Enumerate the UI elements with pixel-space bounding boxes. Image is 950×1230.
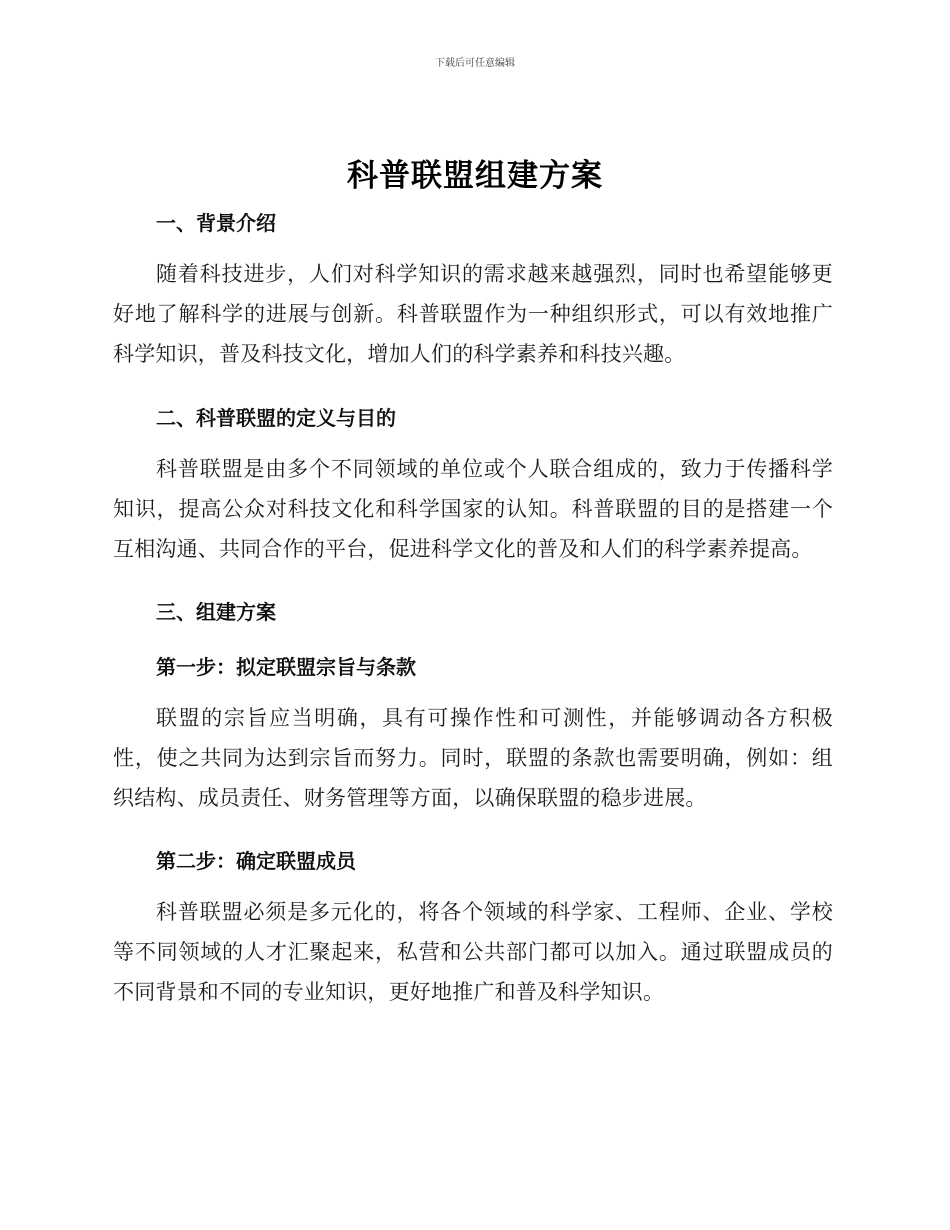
section-paragraph-step-one: 联盟的宗旨应当明确，具有可操作性和可测性，并能够调动各方积极性，使之共同为达到宗旨而努力。同时，联盟的条款也需要明确，例如：组织结构、成员责任、财务管理等方面，以确保联盟的稳步进展。 bbox=[113, 706, 833, 810]
section-paragraph-definition: 科普联盟是由多个不同领域的单位或个人联合组成的，致力于传播科学知识，提高公众对科技文化和科学国家的认知。科普联盟的目的是搭建一个互相沟通、共同合作的平台，促进科学文化的普及和人们的科学素养提高。 bbox=[113, 457, 833, 561]
section-heading-background: 一、背景介绍 bbox=[156, 211, 276, 235]
section-heading-step-two: 第二步：确定联盟成员 bbox=[156, 849, 356, 873]
section-heading-plan: 三、组建方案 bbox=[156, 600, 276, 624]
section-paragraph-background: 随着科技进步，人们对科学知识的需求越来越强烈，同时也希望能够更好地了解科学的进展与创新。科普联盟作为一种组织形式，可以有效地推广科学知识，普及科技文化，增加人们的科学素养和科技兴趣。 bbox=[113, 262, 833, 366]
document-title: 科普联盟组建方案 bbox=[347, 158, 603, 194]
section-paragraph-step-two: 科普联盟必须是多元化的，将各个领域的科学家、工程师、企业、学校等不同领域的人才汇聚起来，私营和公共部门都可以加入。通过联盟成员的不同背景和不同的专业知识，更好地推广和普及科学知识。 bbox=[113, 900, 833, 1004]
section-heading-definition: 二、科普联盟的定义与目的 bbox=[156, 406, 396, 430]
header-note: 下载后可任意编辑 bbox=[435, 58, 515, 69]
section-heading-step-one: 第一步：拟定联盟宗旨与条款 bbox=[156, 655, 416, 679]
